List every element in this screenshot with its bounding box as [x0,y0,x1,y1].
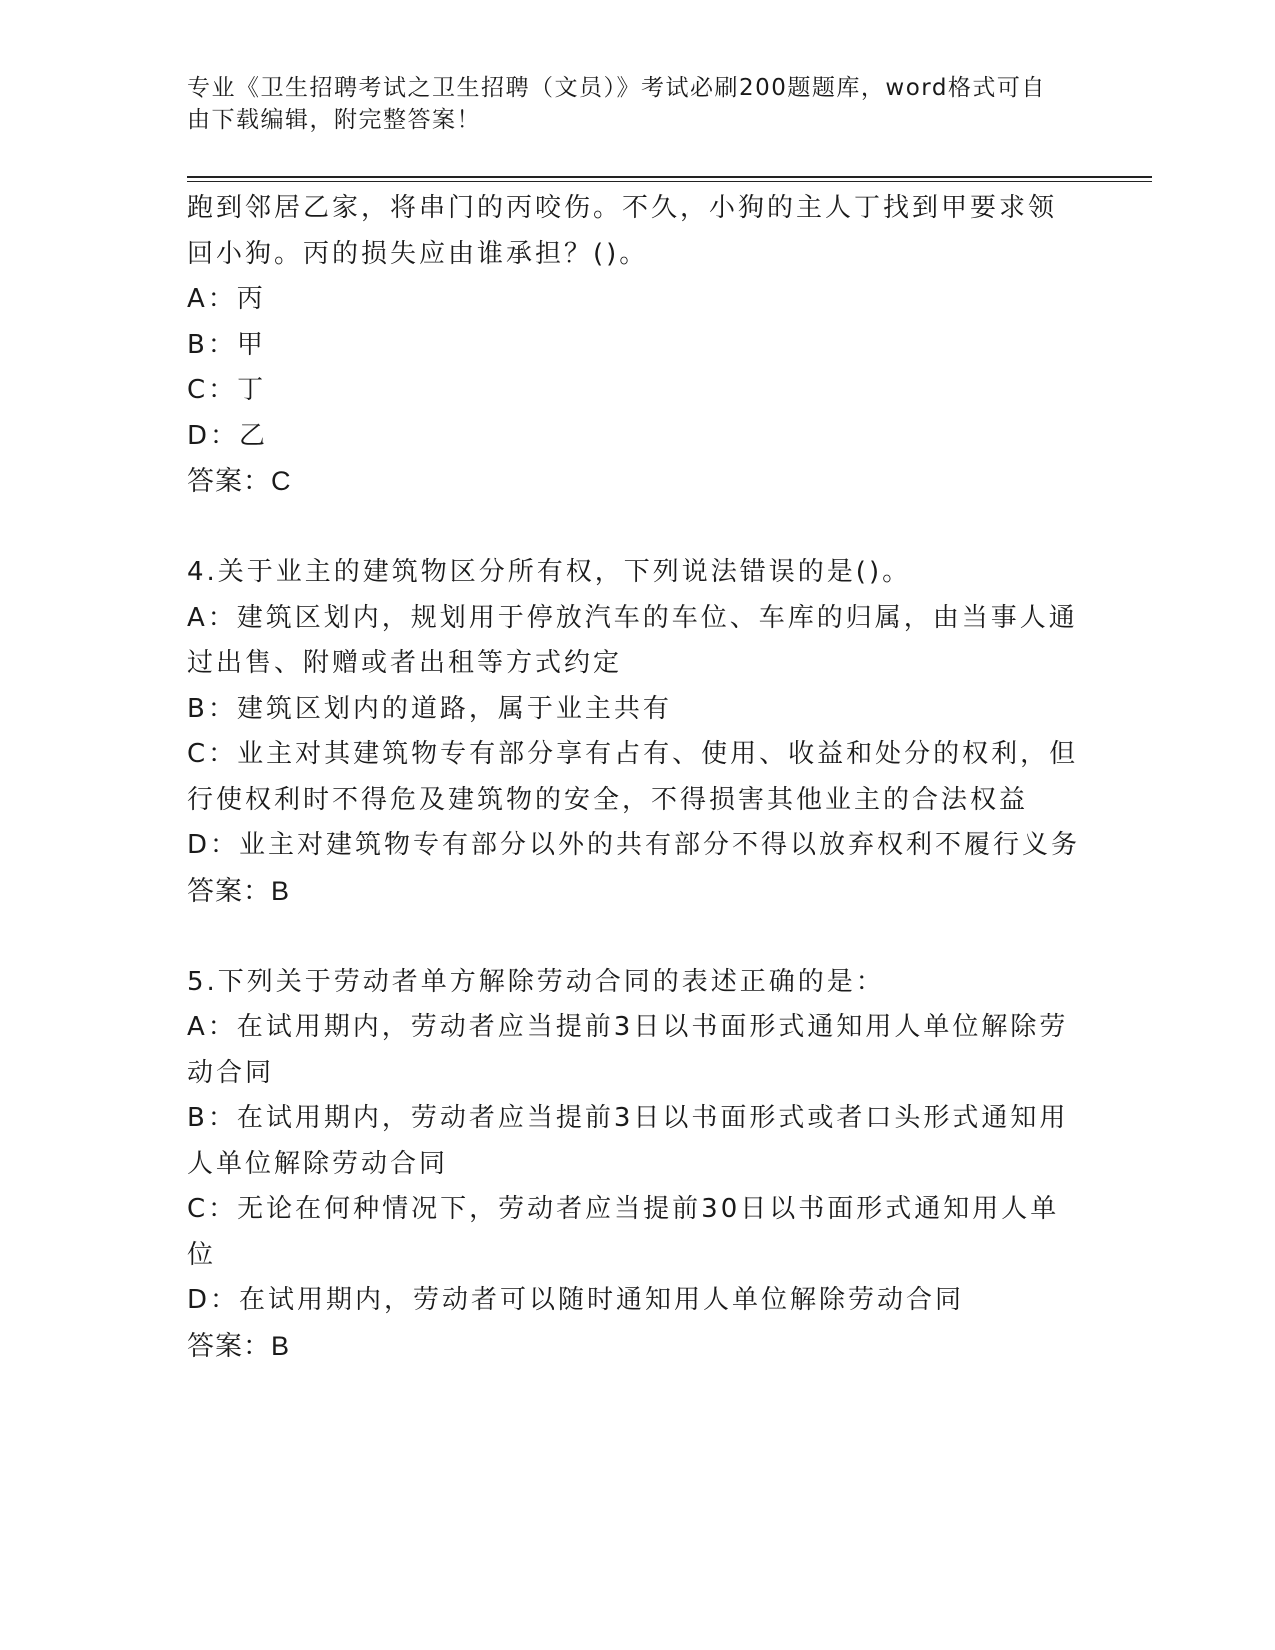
option-b: B：在试用期内，劳动者应当提前3日以书面形式或者口头形式通知用 [187,1103,1069,1133]
question-stem: 跑到邻居乙家，将串门的丙咬伤。不久，小狗的主人丁找到甲要求领 [187,193,1058,223]
header-divider-thin [187,181,1152,182]
option-a: A：建筑区划内，规划用于停放汽车的车位、车库的归属，由当事人通 [187,602,1078,633]
header-line-2: 由下载编辑，附完整答案！ [187,107,481,133]
option-a: A：在试用期内，劳动者应当提前3日以书面形式通知用人单位解除劳 [187,1012,1069,1042]
question-4 [187,550,1087,914]
option-a: A：丙 [187,284,266,314]
option-c: C：无论在何种情况下，劳动者应当提前30日以书面形式通知用人单 [187,1194,1060,1224]
option-d: D：在试用期内，劳动者可以随时通知用人单位解除劳动合同 [187,1285,965,1315]
question-5 [187,960,1087,1370]
option-c: C：丁 [187,375,267,405]
option-a-continued: 动合同 [187,1057,275,1088]
answer: 答案：C [187,466,292,496]
option-b-continued: 人单位解除劳动合同 [187,1148,449,1179]
header-line-1: 专业《卫生招聘考试之卫生招聘（文员）》考试必刷200题题库，word格式可自 [187,75,1046,101]
question-stem: 回小狗。丙的损失应由谁承担？()。 [187,238,649,269]
question-stem: 5.下列关于劳动者单方解除劳动合同的表述正确的是： [187,966,885,997]
document-body [187,186,1087,1369]
page-header [187,72,1067,136]
option-c-continued: 位 [187,1239,217,1270]
option-b: B：建筑区划内的道路，属于业主共有 [187,693,672,724]
spacer [187,505,1087,551]
option-b: B：甲 [187,329,266,360]
option-d: D：业主对建筑物专有部分以外的共有部分不得以放弃权利不履行义务 [187,830,1081,860]
option-c: C：业主对其建筑物专有部分享有占有、使用、收益和处分的权利，但 [187,739,1079,769]
question-stem: 4.关于业主的建筑物区分所有权，下列说法错误的是()。 [187,557,912,587]
option-c-continued: 行使权利时不得危及建筑物的安全，不得损害其他业主的合法权益 [187,784,1029,815]
header-divider-thick [187,176,1152,178]
option-a-continued: 过出售、附赠或者出租等方式约定 [187,648,623,678]
question-3 [187,186,1087,505]
spacer [187,914,1087,960]
answer: 答案：B [187,1330,291,1361]
answer: 答案：B [187,875,291,906]
option-d: D：乙 [187,420,269,451]
